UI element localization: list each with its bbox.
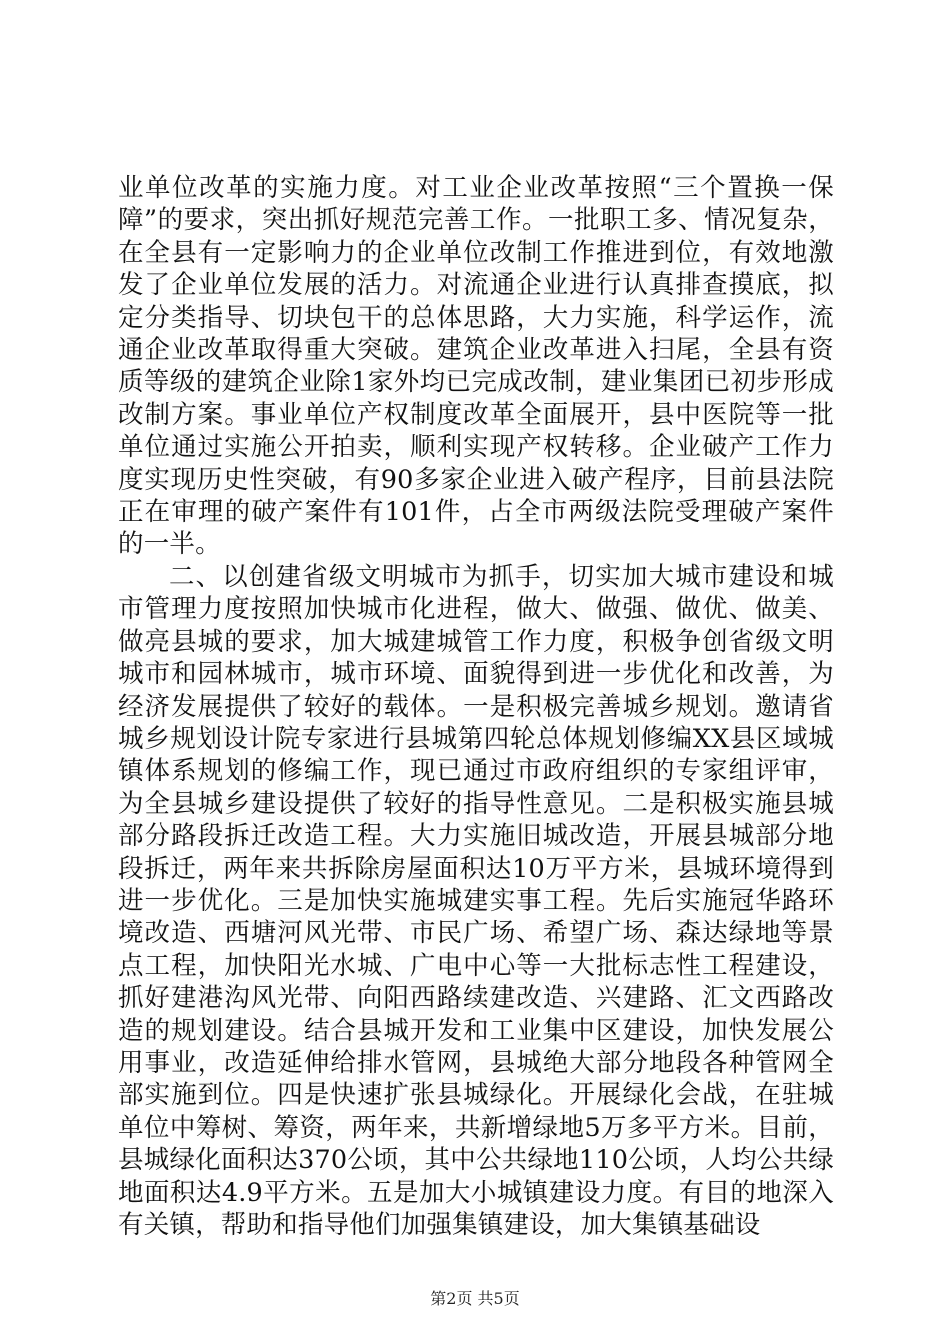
page-number-footer: 第2页 共5页 <box>430 1289 520 1308</box>
paragraph-continued: 业单位改革的实施力度。对工业企业改革按照“三个置换一保障”的要求，突出抓好规范完善工作。一批职工多、情况复杂，在全县有一定影响力的企业单位改制工作推进到位，有效地激发了企业单位发展的活力。对流通企业进行认真排查摸底，拟定分类指导、切块包干的总体思路，大力实施，科学运作，流通企业改革取得重大突破。建筑企业改革进入扫尾，全县有资质等级的建筑企业除1家外均已完成改制，建业集团已初步形成改制方案。事业单位产权制度改革全面展开，县中医院等一批单位通过实施公开拍卖，顺利实现产权转移。企业破产工作力度实现历史性突破，有90多家企业进入破产程序，目前县法院正在审理的破产案件有101件，占全市两级法院受理破产案件的一半。 <box>118 173 834 560</box>
paragraph-section-two: 二、以创建省级文明城市为抓手，切实加大城市建设和城市管理力度按照加快城市化进程，做大、做强、做优、做美、做亮县城的要求，加大城建城管工作力度，积极争创省级文明城市和园林城市，城市环境、面貌得到进一步优化和改善，为经济发展提供了较好的载体。一是积极完善城乡规划。邀请省城乡规划设计院专家进行县城第四轮总体规划修编XX县区域城镇体系规划的修编工作，现已通过市政府组织的专家组评审，为全县城乡建设提供了较好的指导性意见。二是积极实施县城部分路段拆迁改造工程。大力实施旧城改造，开展县城部分地段拆迁，两年来共拆除房屋面积达10万平方米，县城环境得到进一步优化。三是加快实施城建实事工程。先后实施冠华路环境改造、西塘河风光带、市民广场、希望广场、森达绿地等景点工程，加快阳光水城、广电中心等一大批标志性工程建设，抓好建港沟风光带、向阳西路续建改造、兴建路、汇文西路改造的规划建设。结合县城开发和工业集中区建设，加快发展公用事业，改造延伸给排水管网，县城绝大部分地段各种管网全部实施到位。四是快速扩张县城绿化。开展绿化会战，在驻城单位中筹树、筹资，两年来，共新增绿地5万多平方米。目前，县城绿化面积达370公顷，其中公共绿地110公顷，人均公共绿地面积达4.9平方米。五是加大小城镇建设力度。有目的地深入有关镇，帮助和指导他们加强集镇建设，加大集镇基础设 <box>118 561 834 1240</box>
document-body <box>118 172 834 1241</box>
